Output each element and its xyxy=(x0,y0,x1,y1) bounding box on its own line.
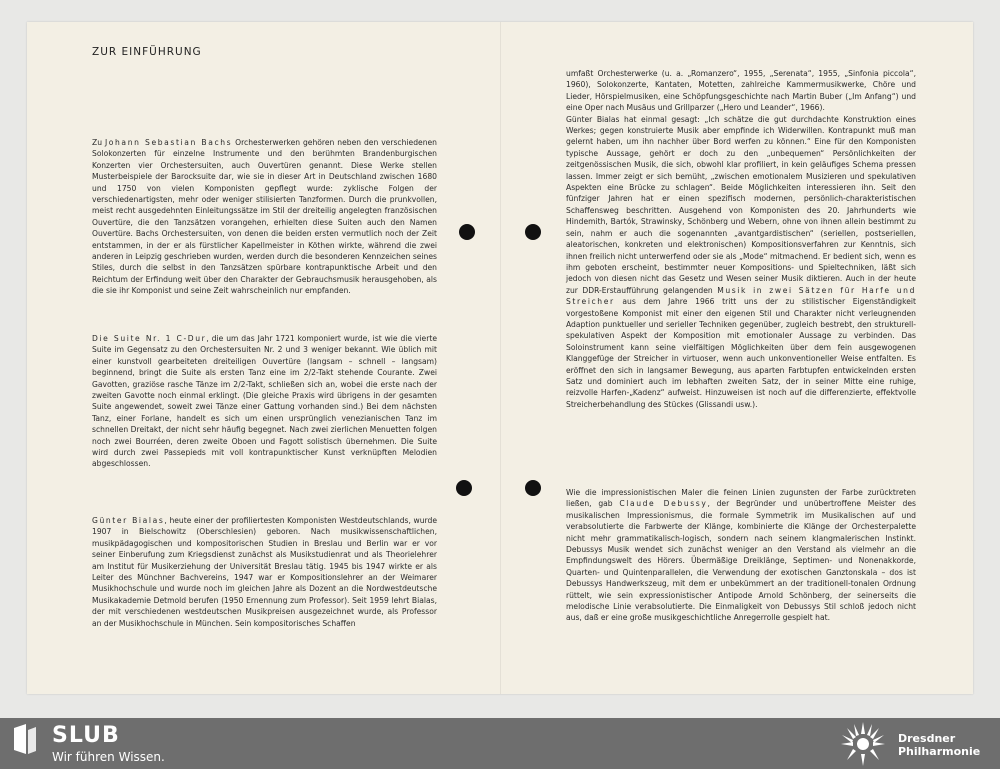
left-column xyxy=(92,137,437,297)
paragraph-bialas-quote: Günter Bialas hat einmal gesagt: „Ich schätze die gut durchdachte Konstruktion eines Werkes; gegen konstruierte Musik aber empfinde ich Widerwillen. Kontrapunkt muß man gelernt haben, um ihn nachher über Bord werfen zu können.“ Eine für den Komponisten typische Aussage, gehört er doch zu den „unbequemen“ Persönlichkeiten der zeitgenössischen Musik, die sich, obwohl klar profiliert, in kein geläufiges Schema pressen lassen. Immer zeigt er sich bemüht, „zwischen emotionalem Musizieren und spekulativen Aspekten eine Brücke zu schlagen“. Beide Möglichkeiten interessieren ihn. Seit den fünfziger Jahren hat er einen spezifisch modernen, persönlich-charakteristischen Schaffensweg beschritten. Ausgehend von Komponisten des 20. Jahrhunderts wie Hindemith, Bartók, Strawinsky, Schönberg und Webern, ohne von ihnen allein bestimmt zu sein, nahm er auch die sogenannten „avantgardistischen“ (seriellen, postseriellen, aleatorischen, konkreten und elektronischen) Kompositionsverfahren zur Kenntnis, sich ihnen freilich nicht unterwerfend oder sie als „Mode“ mitmachend. Er bedient sich, wenn es ihm geboten erscheint, bestimmter neuer Kompositions- und Spieltechniken, läßt sich jedoch von diesen nicht das Gesetz und Wesen seiner Musik diktieren. Auch in der heute zur DDR-Erstaufführung gelangenden Musik in zwei Sätzen für Harfe und Streicher aus dem Jahre 1966 tritt uns der zu stilistischer Eigenständigkeit vorgestoßene Komponist mit einer den eigenen Stil und Charakter nicht verleugnenden Adaption punktueller und serieller Techniken gegenüber, zugleich bestrebt, den strukturell-spekulativen Aspekt der Komposition mit emotionaler Aussage zu verbinden. Das Soloinstrument kann seine vielfältigen Möglichkeiten über dem fein ausgewogenen Klanggefüge der Streicher in virtuoser, wenn auch unkonventioneller Weise entfalten. Es eröffnet den sich in langsamer Bewegung, aus aparten Farbtupfen entwickelnden ersten Satz und dominiert auch im lebhaften zweiten Satz, der in seiner Mitte eine ruhige, reizvolle Harfen-„Kadenz“ aufweist. Hinzuweisen ist noch auf die differenzierte, effektvolle Streicherbehandlung des Stückes (Glissandi usw.). xyxy=(566,114,916,409)
punch-hole-bottom-left xyxy=(456,480,472,496)
philharmonie-name: Dresdner Philharmonie xyxy=(898,732,981,758)
section-heading: ZUR EINFÜHRUNG xyxy=(92,46,202,58)
center-fold xyxy=(500,22,501,694)
slub-tagline: Wir führen Wissen. xyxy=(52,750,165,764)
name-harp-work: Musik in zwei Sätzen für Harfe und Streicher xyxy=(566,285,916,307)
punch-hole-bottom-right xyxy=(525,480,541,496)
punch-hole-top-right xyxy=(525,224,541,240)
slub-logo-icon xyxy=(12,724,38,754)
slub-name: SLUB xyxy=(52,723,120,748)
paragraph-debussy: Wie die impressionistischen Maler die feinen Linien zugunsten der Farbe zurücktreten ließen, gab Claude Debussy, der Begründer und unübertroffene Meister des musikalischen Impressionismus, die formale Symmetrik im Musikalischen auf und verabsolutierte die Farbwerte der Klänge, kombinierte die Klänge der Orchesterpalette nicht mehr grammatikalisch-logisch, sondern nach seinem klangmalerischen Instinkt. Debussys Musik wendet sich zunächst weniger an den Verstand als vielmehr an die Empfindungswelt des Hörers. Übermäßige Dreiklänge, Septimen- und Nonenakkorde, Quarten- und Quintenparallelen, die Verwendung der exotischen Ganztonskala – dos ist Debussys Handwerkszeug, mit dem er unbekümmert an der traditionell-tonalen Ordnung rüttelt, wie sein expressionistischer Antipode Arnold Schönberg, der seinerseits die melodische Linie verabsolutierte. Die Einmaligkeit von Debussys Stil schloß jedoch nicht aus, daß er eine große musikgeschichtliche Anregerrolle gespielt hat. xyxy=(566,488,916,623)
paragraph-suite: Die Suite Nr. 1 C-Dur, die um das Jahr 1721 komponiert wurde, ist wie die vierte Suite im Gegensatz zu den Orchestersuiten Nr. 2 und 3 weniger bekannt. Wie üblich mit einer kunstvoll gearbeiteten dreiteiligen Ouvertüre (langsam – schnell – langsam) beginnend, bringt die Suite als ersten Tanz eine im 2/2-Takt stehende Courante. Zwei Gavotten, graziöse rasche Tänze im 2/2-Takt, schließen sich an, wobei die erste nach der zweiten Gavotte noch einmal erklingt. (Die gleiche Praxis wird übrigens in der gesamten Suite angewendet, soweit zwei Tänze einer Gattung vorhanden sind.) Bei dem nächsten Tanz, einer Forlane, handelt es sich um einen ursprünglich venezianischen Tanz im schnellen Dreitakt, der nicht sehr häufig begegnet. Nach zwei zierlichen Menuetten folgen noch zwei Bourréen, deren zweite Oboen und Fagott solistisch übernehmen. Die Suite wird durch zwei Passepieds mit voll kontrapunktischer Kunst verknüpften Melodien abgeschlossen. xyxy=(92,334,438,469)
paragraph-works: umfaßt Orchesterwerke (u. a. „Romanzero“, 1955, „Serenata“, 1955, „Sinfonia piccola“, 1960), Solokonzerte, Kantaten, Motetten, zahlreiche Kammermusikwerke, Chöre und Lieder, Hörspielmusiken, eine Schöpfungsgeschichte nach Martin Buber („Im Anfang“) und eine Oper nach Musäus und Grillparzer („Hero und Leander“, 1966). xyxy=(566,69,916,113)
philharmonie-logo-icon xyxy=(838,720,888,768)
right-column xyxy=(566,68,916,410)
left-column-bialas xyxy=(92,515,437,629)
punch-hole-top-left xyxy=(459,224,475,240)
name-bialas: Günter Bialas xyxy=(92,516,165,525)
name-debussy: Claude Debussy xyxy=(619,499,708,509)
name-bach: Johann Sebastian Bachs xyxy=(104,138,233,147)
left-column-suite xyxy=(92,333,437,470)
paragraph-bialas-bio: Günter Bialas, heute einer der profiliertesten Komponisten Westdeutschlands, wurde 1907 in Bielschowitz (Oberschlesien) geboren. Nach musikwissenschaftlichen, musikpädagogischen und kompositorischen Studien in Breslau und Berlin war er vor seiner Einberufung zum Kriegsdienst zunächst als Musikstudienrat und als Theorielehrer am Institut für Musikerziehung der Universität Breslau tätig. 1945 bis 1947 wirkte er als Leiter des Münchner Bachvereins, 1947 war er Kompositionslehrer an der Weimarer Musikhochschule und wurde noch im gleichen Jahre als Dozent an die Nordwestdeutsche Musikakademie Detmold berufen (1950 Ernennung zum Professor). Seit 1959 lehrt Bialas, der mit verschiedenen westdeutschen Musikpreisen ausgezeichnet wurde, als Professor an der Musikhochschule in München. Sein kompositorisches Schaffen xyxy=(92,516,438,628)
name-suite: Die Suite Nr. 1 C-Dur xyxy=(92,334,207,343)
paragraph-bach-intro: Zu Johann Sebastian Bachs Orchesterwerken gehören neben den verschiedenen Solokonzerten für einzelne Instrumente und den berühmten Brandenburgischen Konzerten vier Orchestersuiten, auch Ouvertüren genannt. Diese Werke stellen Musterbeispiele der Barocksuite dar, wie sie in dieser Art in Deutschland zwischen 1680 und 1750 von vielen Komponisten gepflegt wurde: zyklische Folgen der verschiedenartigsten, mehr oder weniger stilisierten Tanzformen. Durch die prunkvollen, meist recht ausgedehnten Einleitungssätze im Stil der dreiteilig angelegten französischen Ouvertüre, die den Tanzsätzen vorangehen, erhielten diese Suiten auch den Namen Ouvertüre. Bachs Orchestersuiten, von denen die beiden ersten vermutlich noch der Zeit entstammen, in der er als fürstlicher Kapellmeister in Köthen wirkte, während die zwei anderen in Leipzig geschrieben wurden, werden durch die besonderen Kennzeichen seines Stiles, durch die selbst in den Tanzsätzen spürbare kontrapunktische Arbeit und den Reichtum der Erfindung weit über den Charakter der Gebrauchsmusik herausgehoben, als die sie ihr Komponist und seine Zeit wahrscheinlich nur empfanden. xyxy=(92,138,437,296)
footer-bar xyxy=(0,718,1000,769)
right-column-debussy xyxy=(566,487,916,624)
